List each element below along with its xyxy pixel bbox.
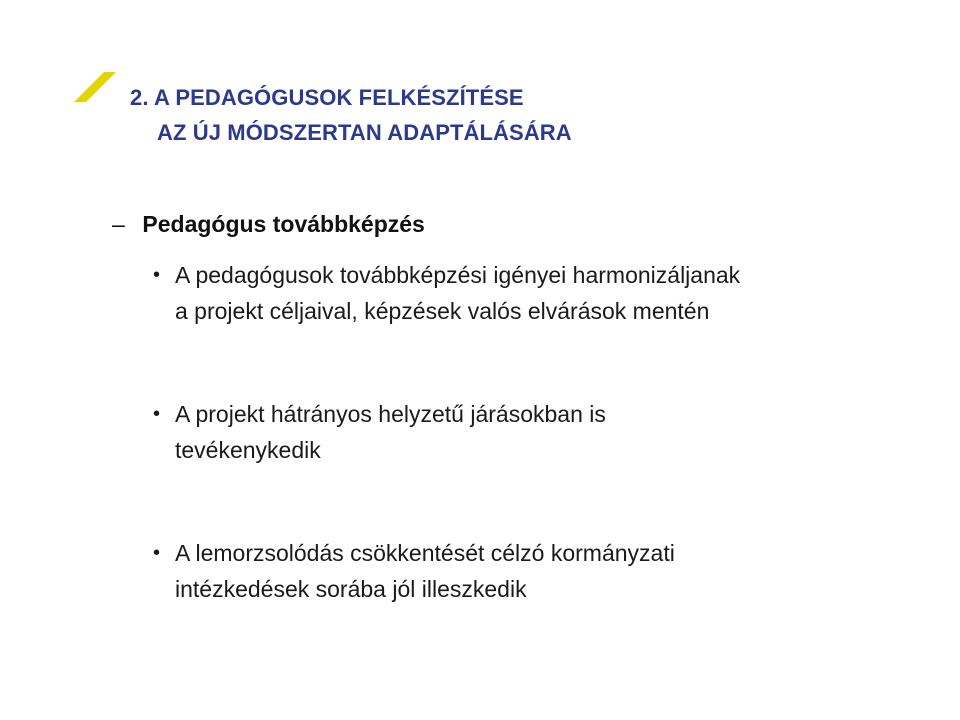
list-item [150, 535, 910, 607]
title-line-2: AZ ÚJ MÓDSZERTAN ADAPTÁLÁSÁRA [157, 120, 572, 145]
bullet-dot-icon: • [153, 403, 161, 425]
subheading-label: Pedagógus továbbképzés [142, 211, 425, 237]
yellow-slash-icon [72, 70, 118, 104]
dash-marker: – [112, 211, 125, 237]
bullet-text-line: A projekt hátrányos helyzetű járásokban is [175, 401, 606, 427]
bullet-dot-icon: • [153, 542, 161, 564]
bullet-list [150, 257, 910, 674]
list-item [150, 396, 910, 468]
bullet-text-line: a projekt céljaival, képzések valós elvárások mentén [175, 298, 710, 324]
bullet-text-line: intézkedések sorába jól illeszkedik [175, 576, 527, 602]
page-title [130, 80, 572, 150]
bullet-text-line: A lemorzsolódás csökkentését célzó kormányzati [175, 540, 675, 566]
bullet-dot-icon: • [153, 264, 161, 286]
bullet-text-line: tevékenykedik [175, 437, 321, 463]
bullet-text-line: A pedagógusok továbbképzési igényei harmonizáljanak [175, 262, 741, 288]
list-item [150, 257, 910, 329]
title-line-1: 2. A PEDAGÓGUSOK FELKÉSZÍTÉSE [130, 85, 524, 110]
section-subheading [112, 207, 425, 241]
